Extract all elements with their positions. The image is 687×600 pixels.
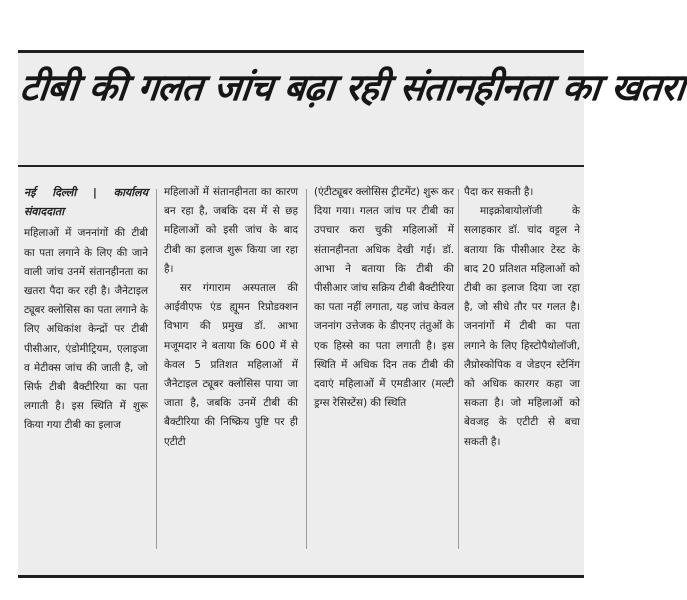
column-4-paragraph-1: पैदा कर सकती है। [464, 186, 534, 198]
column-3-paragraph: (एंटीट्यूबर क्लोसिस ट्रीटमेंट) शुरू कर दिया गया। गलत जांच पर टीबी का उपचार करा चुकी महिलाओं में संतानहीनता अधिक देखी गई। डॉ. आभा ने बताया कि टीबी की पीसीआर जांच सक्रिय टीबी बैक्टीरिया का पता नहीं लगाता, यह जांच केवल जननांग उत्तेजक के डीएनए तंतुओं के एक हिस्से का पता लगाती है। इस स्थिति में अधिक दिन तक टीबी की दवाएं महिलाओं में एमडीआर (मल्टी ड्रग्स रेसिस्टेंस) की स्थिति [314, 186, 454, 410]
article-column-2 [164, 183, 298, 452]
article-column-4 [464, 183, 580, 452]
newspaper-clipping [17, 50, 687, 578]
column-1-paragraph: महिलाओं में जननांगों की टीबी का पता लगाने के लिए की जाने वाली जांच उनमें संतानहीनता का खतरा पैदा कर रही है। जैनेटाइल ट्यूबर क्लोसिस का पता लगाने के लिए अधिकांश केन्द्रों पर टीबी पीसीआर, एंडोमीट्रियम, एलाइजा व मेटीक्स जांच की जाती है, जो सिर्फ टीबी बैक्टीरिया का पता लगाती है। इस स्थिति में शुरू किया गया टीबी का इलाज [24, 227, 148, 432]
column-2-paragraph-1: महिलाओं में संतानहीनता का कारण बन रहा है, जबकि दस में से छह महिलाओं को इसी जांच के बाद टीबी का इलाज शुरू किया जा रहा है। [164, 186, 298, 275]
article-byline: नई दिल्ली | कार्यालय संवाददाता [24, 186, 148, 219]
column-4-paragraph-2: माइक्रोबायोलॉजी के सलाहकार डॉ. चांद वट्टल ने बताया कि पीसीआर टेस्ट के बाद 20 प्रतिशत महिलाओं को टीबी का इलाज दिया जा रहा है, जो सीधे तौर पर गलत है। जननांगों में टीबी का पता लगाने के लिए हिस्टोपैथोलॉजी, लैप्रोस्कोपिक व जेडएन स्टेनिंग को अधिक कारगर कहा जा सकता है। जो महिलाओं को बेवजह के एटीटी से बचा सकती है। [464, 205, 580, 448]
article-column-1 [24, 183, 148, 436]
column-divider [156, 189, 157, 549]
headline-divider [18, 165, 584, 167]
article-column-3 [314, 183, 454, 413]
column-divider [306, 189, 307, 549]
column-divider [458, 189, 459, 549]
article-headline: टीबी की गलत जांच बढ़ा रही संतानहीनता का खतरा [17, 66, 687, 109]
column-2-paragraph-2: सर गंगाराम अस्पताल की आईवीएफ एंड ह्यूमन रिप्रोडक्शन विभाग की प्रमुख डॉ. आभा मजूमदार ने बताया कि 600 में से केवल 5 प्रतिशत महिलाओं में जैनेटाइल ट्यूबर क्लोसिस पाया जा जाता है, जबकि उनमें टीबी की बैक्टीरिया की निष्क्रिय पुष्टि पर ही एटीटी [164, 282, 298, 448]
